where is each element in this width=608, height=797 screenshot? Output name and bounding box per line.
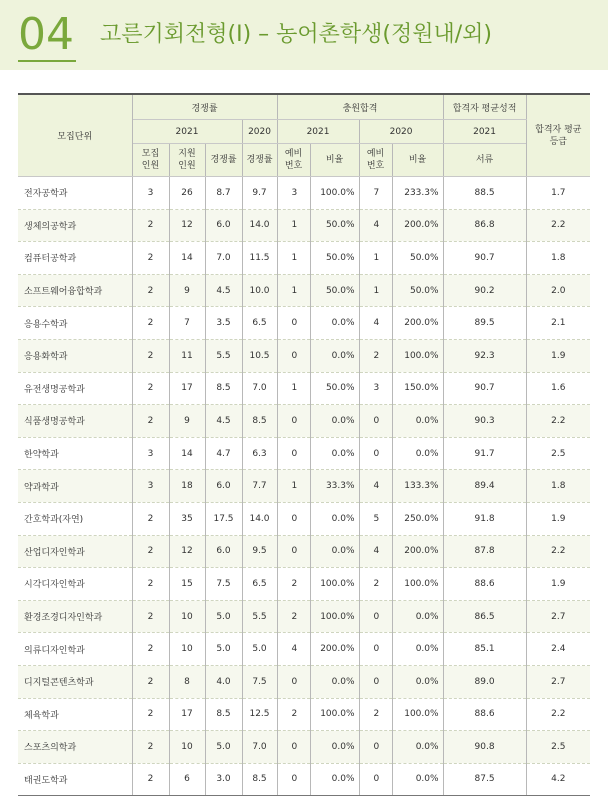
applicants-cell: 10	[169, 600, 205, 633]
table-row	[18, 698, 590, 731]
quota-cell: 2	[132, 731, 169, 764]
applicants-cell: 11	[169, 339, 205, 372]
dept-cell: 디지털콘텐츠학과	[18, 665, 132, 698]
table-row	[18, 502, 590, 535]
header-reserve-no-2021: 예비 번호	[277, 144, 310, 177]
rate-2020-cell: 7.0	[242, 372, 277, 405]
reserve-2021-cell: 0	[277, 731, 310, 764]
header-reserve-no-2020: 예비 번호	[359, 144, 392, 177]
rate-2021-cell: 8.5	[205, 372, 242, 405]
header-supplementary-2020: 2020	[359, 120, 443, 144]
quota-cell: 2	[132, 568, 169, 601]
documents-score-cell: 90.3	[443, 405, 526, 438]
documents-score-cell: 89.4	[443, 470, 526, 503]
dept-cell: 의류디자인학과	[18, 633, 132, 666]
rate-2021-cell: 4.5	[205, 274, 242, 307]
table-row	[18, 470, 590, 503]
rate-2020-cell: 14.0	[242, 209, 277, 242]
reserve-2020-cell: 0	[359, 731, 392, 764]
reserve-2021-cell: 0	[277, 307, 310, 340]
reserve-2021-cell: 0	[277, 339, 310, 372]
dept-cell: 산업디자인학과	[18, 535, 132, 568]
rate-2021-cell: 8.7	[205, 177, 242, 210]
header-applicants: 지원 인원	[169, 144, 205, 177]
documents-score-cell: 88.6	[443, 568, 526, 601]
rate-2021-cell: 4.0	[205, 665, 242, 698]
ratio-2020-cell: 200.0%	[392, 535, 443, 568]
header-documents: 서류	[443, 144, 526, 177]
reserve-2021-cell: 0	[277, 405, 310, 438]
reserve-2020-cell: 3	[359, 372, 392, 405]
avg-grade-cell: 2.2	[526, 405, 590, 438]
header-ratio-2020: 비율	[392, 144, 443, 177]
header-avg-grade: 합격자 평균 등급	[526, 94, 590, 177]
reserve-2020-cell: 2	[359, 339, 392, 372]
ratio-2020-cell: 0.0%	[392, 633, 443, 666]
applicants-cell: 9	[169, 405, 205, 438]
dept-cell: 시각디자인학과	[18, 568, 132, 601]
reserve-2021-cell: 4	[277, 633, 310, 666]
dept-cell: 간호학과(자연)	[18, 502, 132, 535]
ratio-2020-cell: 50.0%	[392, 242, 443, 275]
header-competition: 경쟁률	[132, 94, 277, 120]
documents-score-cell: 88.6	[443, 698, 526, 731]
avg-grade-cell: 1.8	[526, 242, 590, 275]
reserve-2020-cell: 4	[359, 535, 392, 568]
applicants-cell: 14	[169, 242, 205, 275]
quota-cell: 2	[132, 274, 169, 307]
reserve-2021-cell: 2	[277, 698, 310, 731]
quota-cell: 2	[132, 209, 169, 242]
reserve-2020-cell: 4	[359, 209, 392, 242]
avg-grade-cell: 2.7	[526, 600, 590, 633]
ratio-2020-cell: 133.3%	[392, 470, 443, 503]
documents-score-cell: 90.7	[443, 242, 526, 275]
avg-grade-cell: 1.8	[526, 470, 590, 503]
reserve-2021-cell: 3	[277, 177, 310, 210]
table-row	[18, 633, 590, 666]
applicants-cell: 14	[169, 437, 205, 470]
rate-2020-cell: 11.5	[242, 242, 277, 275]
avg-grade-cell: 2.7	[526, 665, 590, 698]
rate-2021-cell: 8.5	[205, 698, 242, 731]
avg-grade-cell: 2.5	[526, 437, 590, 470]
reserve-2021-cell: 0	[277, 437, 310, 470]
quota-cell: 2	[132, 307, 169, 340]
ratio-2021-cell: 0.0%	[310, 535, 359, 568]
documents-score-cell: 89.5	[443, 307, 526, 340]
ratio-2020-cell: 0.0%	[392, 437, 443, 470]
avg-grade-cell: 2.0	[526, 274, 590, 307]
reserve-2021-cell: 2	[277, 600, 310, 633]
rate-2020-cell: 7.0	[242, 731, 277, 764]
header-quota: 모집 인원	[132, 144, 169, 177]
dept-cell: 컴퓨터공학과	[18, 242, 132, 275]
applicants-cell: 26	[169, 177, 205, 210]
ratio-2021-cell: 50.0%	[310, 372, 359, 405]
reserve-2021-cell: 1	[277, 372, 310, 405]
ratio-2020-cell: 100.0%	[392, 698, 443, 731]
applicants-cell: 7	[169, 307, 205, 340]
rate-2021-cell: 7.5	[205, 568, 242, 601]
avg-grade-cell: 2.2	[526, 209, 590, 242]
section-number: 04	[18, 9, 74, 60]
dept-cell: 응용화학과	[18, 339, 132, 372]
dept-cell: 소프트웨어융합학과	[18, 274, 132, 307]
applicants-cell: 9	[169, 274, 205, 307]
ratio-2021-cell: 0.0%	[310, 731, 359, 764]
documents-score-cell: 92.3	[443, 339, 526, 372]
rate-2021-cell: 5.0	[205, 600, 242, 633]
applicants-cell: 17	[169, 698, 205, 731]
table-row	[18, 405, 590, 438]
documents-score-cell: 87.5	[443, 763, 526, 796]
rate-2020-cell: 9.5	[242, 535, 277, 568]
table-row	[18, 437, 590, 470]
quota-cell: 2	[132, 242, 169, 275]
header-rate-2020: 경쟁률	[242, 144, 277, 177]
header-unit: 모집단위	[18, 94, 132, 177]
rate-2020-cell: 8.5	[242, 763, 277, 796]
rate-2020-cell: 6.5	[242, 568, 277, 601]
ratio-2020-cell: 0.0%	[392, 405, 443, 438]
header-rate-2021: 경쟁률	[205, 144, 242, 177]
dept-cell: 태권도학과	[18, 763, 132, 796]
rate-2021-cell: 3.0	[205, 763, 242, 796]
reserve-2020-cell: 2	[359, 698, 392, 731]
table-row	[18, 372, 590, 405]
admission-results-table	[18, 93, 590, 796]
quota-cell: 2	[132, 633, 169, 666]
ratio-2021-cell: 50.0%	[310, 242, 359, 275]
applicants-cell: 6	[169, 763, 205, 796]
reserve-2021-cell: 0	[277, 535, 310, 568]
ratio-2021-cell: 0.0%	[310, 307, 359, 340]
reserve-2021-cell: 0	[277, 665, 310, 698]
rate-2020-cell: 6.3	[242, 437, 277, 470]
documents-score-cell: 85.1	[443, 633, 526, 666]
ratio-2020-cell: 100.0%	[392, 568, 443, 601]
header-competition-2021: 2021	[132, 120, 242, 144]
rate-2021-cell: 6.0	[205, 535, 242, 568]
ratio-2020-cell: 0.0%	[392, 731, 443, 764]
dept-cell: 체육학과	[18, 698, 132, 731]
rate-2021-cell: 3.5	[205, 307, 242, 340]
rate-2020-cell: 10.0	[242, 274, 277, 307]
dept-cell: 응용수학과	[18, 307, 132, 340]
applicants-cell: 12	[169, 209, 205, 242]
ratio-2021-cell: 33.3%	[310, 470, 359, 503]
rate-2020-cell: 14.0	[242, 502, 277, 535]
header-ratio-2021: 비율	[310, 144, 359, 177]
applicants-cell: 35	[169, 502, 205, 535]
rate-2021-cell: 4.5	[205, 405, 242, 438]
documents-score-cell: 90.7	[443, 372, 526, 405]
reserve-2021-cell: 0	[277, 502, 310, 535]
rate-2020-cell: 5.0	[242, 633, 277, 666]
rate-2020-cell: 6.5	[242, 307, 277, 340]
reserve-2020-cell: 4	[359, 307, 392, 340]
header-supplementary: 충원합격	[277, 94, 443, 120]
section-number-underline	[18, 60, 76, 62]
ratio-2021-cell: 0.0%	[310, 339, 359, 372]
ratio-2020-cell: 0.0%	[392, 763, 443, 796]
table-row	[18, 600, 590, 633]
ratio-2020-cell: 0.0%	[392, 600, 443, 633]
reserve-2020-cell: 7	[359, 177, 392, 210]
header-admitted-avg: 합격자 평균성적	[443, 94, 526, 120]
ratio-2020-cell: 200.0%	[392, 307, 443, 340]
reserve-2021-cell: 1	[277, 209, 310, 242]
reserve-2020-cell: 4	[359, 470, 392, 503]
applicants-cell: 12	[169, 535, 205, 568]
ratio-2021-cell: 100.0%	[310, 177, 359, 210]
header-competition-2020: 2020	[242, 120, 277, 144]
applicants-cell: 18	[169, 470, 205, 503]
applicants-cell: 10	[169, 731, 205, 764]
reserve-2020-cell: 5	[359, 502, 392, 535]
ratio-2021-cell: 50.0%	[310, 274, 359, 307]
table-row	[18, 665, 590, 698]
reserve-2020-cell: 0	[359, 437, 392, 470]
reserve-2020-cell: 2	[359, 568, 392, 601]
ratio-2021-cell: 0.0%	[310, 502, 359, 535]
reserve-2021-cell: 1	[277, 242, 310, 275]
rate-2021-cell: 5.0	[205, 731, 242, 764]
documents-score-cell: 88.5	[443, 177, 526, 210]
avg-grade-cell: 2.2	[526, 698, 590, 731]
ratio-2021-cell: 0.0%	[310, 405, 359, 438]
ratio-2021-cell: 50.0%	[310, 209, 359, 242]
ratio-2021-cell: 200.0%	[310, 633, 359, 666]
table-row	[18, 763, 590, 796]
rate-2020-cell: 9.7	[242, 177, 277, 210]
table-row	[18, 731, 590, 764]
reserve-2020-cell: 0	[359, 405, 392, 438]
ratio-2021-cell: 0.0%	[310, 763, 359, 796]
reserve-2021-cell: 2	[277, 568, 310, 601]
avg-grade-cell: 1.9	[526, 502, 590, 535]
table-row	[18, 535, 590, 568]
table-row	[18, 568, 590, 601]
table-row	[18, 242, 590, 275]
section-title: 고른기회전형(Ⅰ) – 농어촌학생(정원내/외)	[100, 22, 492, 47]
ratio-2020-cell: 150.0%	[392, 372, 443, 405]
ratio-2020-cell: 0.0%	[392, 665, 443, 698]
rate-2020-cell: 5.5	[242, 600, 277, 633]
dept-cell: 생체의공학과	[18, 209, 132, 242]
avg-grade-cell: 1.7	[526, 177, 590, 210]
rate-2020-cell: 12.5	[242, 698, 277, 731]
rate-2021-cell: 5.5	[205, 339, 242, 372]
ratio-2020-cell: 200.0%	[392, 209, 443, 242]
ratio-2020-cell: 250.0%	[392, 502, 443, 535]
applicants-cell: 10	[169, 633, 205, 666]
section-header	[0, 0, 608, 70]
ratio-2021-cell: 100.0%	[310, 600, 359, 633]
documents-score-cell: 87.8	[443, 535, 526, 568]
avg-grade-cell: 1.6	[526, 372, 590, 405]
applicants-cell: 8	[169, 665, 205, 698]
documents-score-cell: 86.5	[443, 600, 526, 633]
dept-cell: 스포츠의학과	[18, 731, 132, 764]
rate-2021-cell: 17.5	[205, 502, 242, 535]
quota-cell: 3	[132, 470, 169, 503]
dept-cell: 한약학과	[18, 437, 132, 470]
quota-cell: 2	[132, 665, 169, 698]
header-supplementary-2021: 2021	[277, 120, 359, 144]
rate-2021-cell: 5.0	[205, 633, 242, 666]
quota-cell: 2	[132, 600, 169, 633]
reserve-2021-cell: 1	[277, 470, 310, 503]
quota-cell: 2	[132, 372, 169, 405]
rate-2021-cell: 4.7	[205, 437, 242, 470]
documents-score-cell: 90.8	[443, 731, 526, 764]
reserve-2020-cell: 0	[359, 600, 392, 633]
dept-cell: 유전생명공학과	[18, 372, 132, 405]
ratio-2020-cell: 233.3%	[392, 177, 443, 210]
quota-cell: 2	[132, 339, 169, 372]
header-admitted-2021: 2021	[443, 120, 526, 144]
ratio-2021-cell: 100.0%	[310, 568, 359, 601]
reserve-2020-cell: 0	[359, 763, 392, 796]
quota-cell: 2	[132, 763, 169, 796]
table-row	[18, 274, 590, 307]
avg-grade-cell: 2.5	[526, 731, 590, 764]
rate-2021-cell: 6.0	[205, 470, 242, 503]
table-row	[18, 209, 590, 242]
table-row	[18, 339, 590, 372]
dept-cell: 환경조경디자인학과	[18, 600, 132, 633]
quota-cell: 2	[132, 698, 169, 731]
rate-2020-cell: 10.5	[242, 339, 277, 372]
quota-cell: 2	[132, 535, 169, 568]
avg-grade-cell: 2.4	[526, 633, 590, 666]
quota-cell: 3	[132, 177, 169, 210]
dept-cell: 전자공학과	[18, 177, 132, 210]
table-row	[18, 307, 590, 340]
avg-grade-cell: 4.2	[526, 763, 590, 796]
reserve-2020-cell: 0	[359, 665, 392, 698]
avg-grade-cell: 1.9	[526, 568, 590, 601]
ratio-2021-cell: 100.0%	[310, 698, 359, 731]
reserve-2020-cell: 0	[359, 633, 392, 666]
documents-score-cell: 86.8	[443, 209, 526, 242]
documents-score-cell: 91.8	[443, 502, 526, 535]
documents-score-cell: 89.0	[443, 665, 526, 698]
documents-score-cell: 90.2	[443, 274, 526, 307]
rate-2020-cell: 8.5	[242, 405, 277, 438]
reserve-2020-cell: 1	[359, 242, 392, 275]
rate-2020-cell: 7.7	[242, 470, 277, 503]
reserve-2021-cell: 1	[277, 274, 310, 307]
dept-cell: 약과학과	[18, 470, 132, 503]
table-row	[18, 177, 590, 210]
applicants-cell: 17	[169, 372, 205, 405]
rate-2021-cell: 7.0	[205, 242, 242, 275]
dept-cell: 식품생명공학과	[18, 405, 132, 438]
avg-grade-cell: 2.1	[526, 307, 590, 340]
avg-grade-cell: 1.9	[526, 339, 590, 372]
table-body	[18, 177, 590, 796]
documents-score-cell: 91.7	[443, 437, 526, 470]
rate-2021-cell: 6.0	[205, 209, 242, 242]
quota-cell: 2	[132, 405, 169, 438]
applicants-cell: 15	[169, 568, 205, 601]
ratio-2021-cell: 0.0%	[310, 437, 359, 470]
avg-grade-cell: 2.2	[526, 535, 590, 568]
ratio-2021-cell: 0.0%	[310, 665, 359, 698]
ratio-2020-cell: 50.0%	[392, 274, 443, 307]
ratio-2020-cell: 100.0%	[392, 339, 443, 372]
quota-cell: 2	[132, 502, 169, 535]
reserve-2020-cell: 1	[359, 274, 392, 307]
rate-2020-cell: 7.5	[242, 665, 277, 698]
reserve-2021-cell: 0	[277, 763, 310, 796]
quota-cell: 3	[132, 437, 169, 470]
